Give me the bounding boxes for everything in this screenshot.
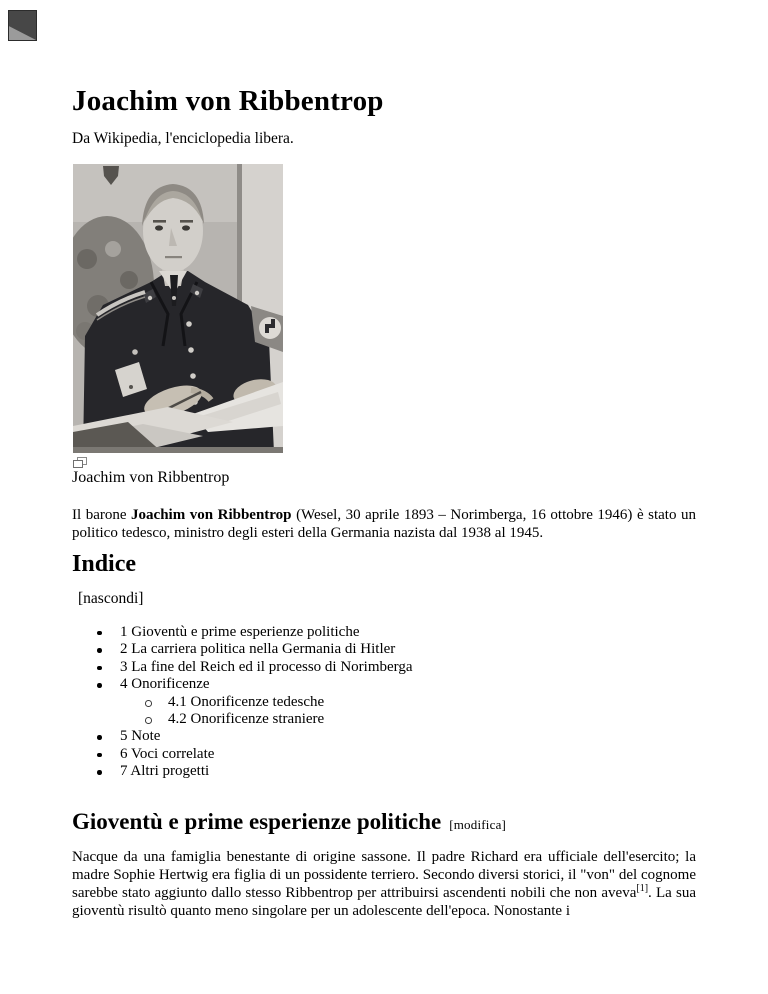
toc-subitem[interactable] (72, 694, 712, 711)
footnote-ref[interactable]: [1] (636, 883, 649, 894)
body-paragraph (72, 848, 696, 920)
toc-item[interactable] (72, 676, 712, 693)
print-logo-placeholder (8, 10, 37, 41)
toc-subitem[interactable] (72, 711, 712, 728)
subject-name-bold: Joachim von Ribbentrop (131, 507, 292, 523)
intro-text-pre: Il barone (72, 507, 127, 523)
toc-hide-link[interactable]: [nascondi] (78, 590, 144, 607)
section-heading: Gioventù e prime esperienze politiche (72, 809, 442, 834)
portrait-photo-art (73, 164, 283, 453)
toc-item-label: 2 La carriera politica nella Germania di Hitler (120, 641, 396, 658)
toc-item[interactable] (72, 624, 712, 641)
site-tagline: Da Wikipedia, l'enciclopedia libera. (72, 130, 294, 147)
photo-caption: Joachim von Ribbentrop (72, 469, 230, 486)
toc-item-label: 1 Gioventù e prime esperienze politiche (120, 624, 360, 640)
intro-text-post: (Wesel, 30 aprile 1893 – Norimberga, 16 ottobre 1946) è stato un politico tedesco, ministro degli esteri della Germania nazista dal 1938 al 1945. (72, 507, 696, 541)
toc-item[interactable] (72, 728, 712, 745)
page-title: Joachim von Ribbentrop (72, 85, 384, 117)
toc-item-label: 4.2 Onorificenze straniere (168, 711, 325, 728)
toc-item-label: 4 Onorificenze (120, 676, 210, 693)
toc-item-label: 5 Note (120, 728, 161, 745)
edit-link[interactable]: [modifica] (449, 817, 507, 832)
toc-item-label: 4.1 Onorificenze tedesche (168, 693, 325, 710)
table-of-contents (72, 624, 712, 781)
toc-item-label: 7 Altri progetti (120, 763, 210, 780)
section-heading-row (72, 808, 506, 836)
toc-item[interactable] (72, 746, 712, 763)
body-text-post: . La sua gioventù risultò quanto meno singolare per un adolescente dell'epoca. Nonostante i (72, 885, 696, 919)
enlarge-icon[interactable] (73, 456, 87, 468)
toc-item[interactable] (72, 763, 712, 780)
toc-item[interactable] (72, 659, 712, 676)
toc-item-label: 6 Voci correlate (120, 745, 215, 762)
portrait-photo (73, 164, 283, 453)
body-text-pre: Nacque da una famiglia benestante di origine sassone. Il padre Richard era ufficiale dell'esercito; la madre Sophie Hertwig era figlia di un possidente terriero. Secondo diversi storici, il "von" del cognome sarebbe stato aggiunto dallo stesso Ribbentrop per attribuirsi ascendenti nobili che non aveva (72, 849, 696, 901)
toc-item-label: 3 La fine del Reich ed il processo di Norimberga (120, 658, 413, 675)
toc-heading: Indice (72, 551, 137, 577)
toc-item[interactable] (72, 641, 712, 658)
intro-paragraph (72, 506, 696, 542)
